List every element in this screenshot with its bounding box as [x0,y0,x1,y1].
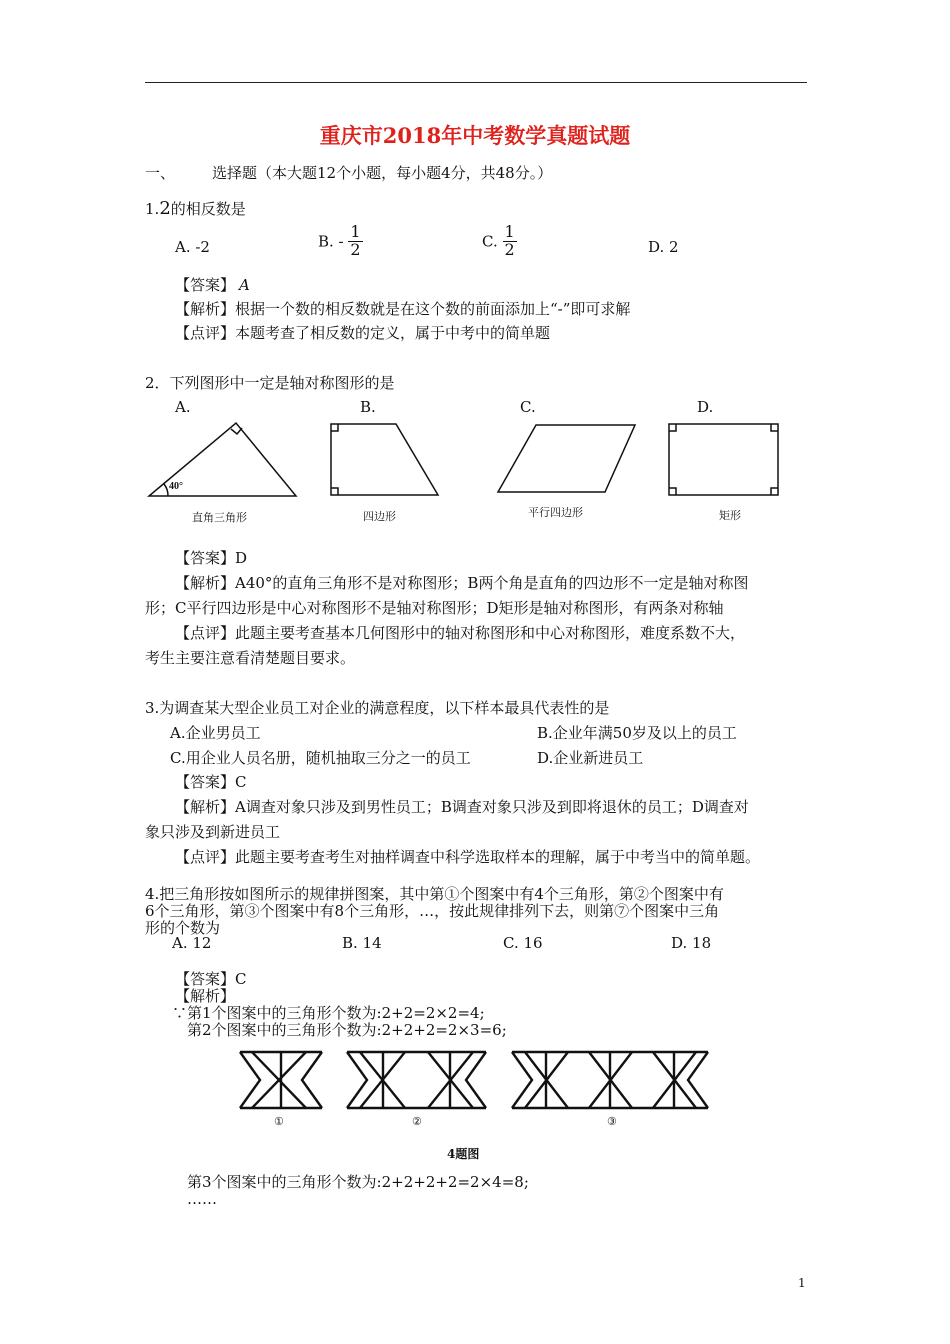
q4-stem-line2: 6个三角形，第③个图案中有8个三角形，…，按此规律排列下去，则第⑦个图案中三角 [145,902,720,920]
q2-stem: 2．下列图形中一定是轴对称图形的是 [145,374,395,392]
q2-option-a-letter: A. [175,398,191,416]
q1-c-denominator: 2 [504,239,515,259]
q4-step1: ∵第1个图案中的三角形个数为:2+2=2×2=4; [172,1004,485,1022]
q1-stem-number: 2 [159,198,171,219]
q3-analysis-line1: 【解析】A调查对象只涉及到男性员工；B调查对象只涉及到即将退休的员工；D调查对 [175,798,749,816]
q1-comment: 【点评】本题考查了相反数的定义，属于中考中的简单题 [175,324,551,342]
q4-option-a: A. 12 [172,934,212,952]
q1-option-c-prefix: C. [482,232,498,251]
q4-option-c: C. 16 [503,934,543,952]
q2-angle-label: 40° [169,481,183,492]
section-number: 一、 [145,164,176,182]
q3-option-b: B.企业年满50岁及以上的员工 [537,724,737,742]
q4-analysis-label: 【解析】 [175,987,236,1005]
q4-stem-line1: 4.把三角形按如图所示的规律拼图案，其中第①个图案中有4个三角形，第②个图案中有 [145,885,724,903]
q2-option-d-letter: D. [697,398,714,416]
q1-c-numerator: 1 [504,222,515,241]
q4-step3: 第3个图案中的三角形个数为:2+2+2+2=2×4=8; [187,1173,529,1191]
section-heading: 选择题（本大题12个小题，每小题4分，共48分。） [212,164,553,182]
q2-option-c-letter: C. [520,398,536,416]
q1-option-d: D. 2 [648,238,679,256]
q1-analysis: 【解析】根据一个数的相反数就是在这个数的前面添加上“-”即可求解 [175,300,631,318]
q3-option-d: D.企业新进员工 [537,749,644,767]
q1-b-numerator: 1 [350,222,361,241]
q4-step2: 第2个图案中的三角形个数为:2+2+2=2×3=6; [187,1021,507,1039]
q2-figure-b-label: 四边形 [363,510,396,523]
q3-analysis-line2: 象只涉及到新进员工 [145,823,281,841]
q2-comment-line2: 考生主要注意看清楚题目要求。 [145,649,356,667]
q1-b-denominator: 2 [350,239,361,259]
q4-figure-2-label: ② [412,1115,422,1128]
q1-option-a: A. -2 [175,238,210,256]
q2-analysis-line1: 【解析】A40°的直角三角形不是对称图形；B两个角是直角的四边形不一定是轴对称图 [175,574,749,592]
q3-comment: 【点评】此题主要考查考生对抽样调查中科学选取样本的理解，属于中考当中的简单题。 [175,848,761,866]
q2-answer: 【答案】D [175,549,248,567]
page-title: 重庆市2018年中考数学真题试题 [319,123,631,148]
q2-option-b-letter: B. [360,398,376,416]
q4-ellipsis: …… [187,1190,217,1208]
q1-stem-suffix: 的相反数是 [170,200,246,218]
q4-option-b: B. 14 [342,934,382,952]
q2-comment-line1: 【点评】此题主要考查基本几何图形中的轴对称图形和中心对称图形，难度系数不大， [175,624,746,642]
q4-stem-line3: 形的个数为 [145,919,221,937]
triangle-pattern-3 [512,1052,708,1108]
q3-answer: 【答案】C [175,773,247,791]
q4-answer: 【答案】C [175,970,247,988]
q1-stem-prefix: 1. [145,200,160,218]
q1-option-b-prefix: B. - [318,232,344,251]
q4-option-d: D. 18 [671,934,712,952]
q2-figure-c-label: 平行四边形 [528,506,583,519]
q3-stem: 3.为调查某大型企业员工对企业的满意程度，以下样本最具代表性的是 [145,699,610,717]
q2-analysis-line2: 形；C平行四边形是中心对称图形不是轴对称图形；D矩形是轴对称图形，有两条对称轴 [145,599,724,617]
triangle-pattern-2 [347,1052,486,1108]
q2-figure-a-label: 直角三角形 [192,511,247,524]
q1-answer-value: A [239,276,250,294]
q4-figure-3-label: ③ [607,1115,617,1128]
triangle-pattern-1 [240,1052,322,1108]
q4-figure-1-label: ① [274,1115,284,1128]
q2-figure-d-label: 矩形 [719,509,741,522]
q1-answer-label: 【答案】 [175,276,236,294]
page-number: 1 [798,1276,806,1290]
q3-option-c: C.用企业人员名册，随机抽取三分之一的员工 [170,749,471,767]
q3-option-a: A.企业男员工 [170,724,261,742]
q4-figure-caption: 4题图 [447,1147,480,1161]
